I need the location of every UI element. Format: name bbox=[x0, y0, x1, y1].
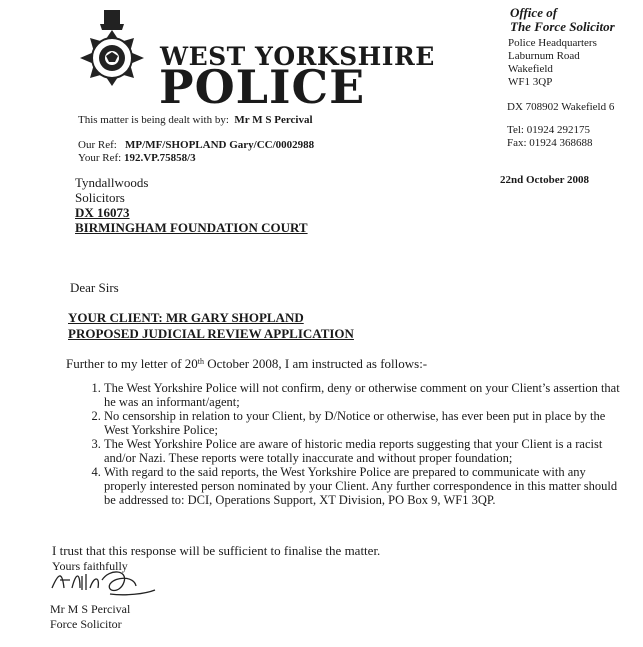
signer-title: Force Solicitor bbox=[50, 617, 122, 631]
office-title bbox=[510, 6, 615, 34]
list-item: 1. The West Yorkshire Police will not confirm, deny or otherwise comment on your Client’s assertion that he was an informant/agent; bbox=[104, 381, 624, 409]
letter-date: 22nd October 2008 bbox=[500, 174, 590, 186]
our-ref-value: MP/MF/SHOPLAND Gary/CC/0002988 bbox=[125, 139, 315, 151]
address-line: WF1 3QP bbox=[508, 76, 553, 88]
dealt-with-label: This matter is being dealt with by: bbox=[78, 114, 229, 126]
your-ref-label: Your Ref: bbox=[78, 152, 122, 164]
subject-heading bbox=[68, 310, 354, 342]
brand-line-1: WEST YORKSHIRE bbox=[160, 42, 435, 71]
recipient-line: Tyndallwoods bbox=[75, 175, 149, 190]
police-crest-logo bbox=[70, 8, 154, 118]
address-line: Wakefield bbox=[508, 63, 553, 75]
dealt-with-name: Mr M S Percival bbox=[234, 114, 313, 126]
intro-paragraph bbox=[66, 356, 427, 372]
recipient-dx: DX 16073 bbox=[75, 205, 130, 220]
intro-sup: th bbox=[197, 357, 205, 366]
closing-sentence: I trust that this response will be sufficient to finalise the matter. bbox=[52, 543, 381, 558]
valediction: Yours faithfully bbox=[52, 559, 128, 573]
office-title-1: Office of bbox=[510, 5, 558, 20]
office-contact bbox=[507, 124, 593, 150]
signer-block bbox=[50, 602, 130, 632]
list-item: 2. No censorship in relation to your Client, by D/Notice or otherwise, has ever been put in place by the West Yorkshire Police; bbox=[104, 409, 624, 437]
address-line: Laburnum Road bbox=[508, 50, 580, 62]
salutation: Dear Sirs bbox=[70, 280, 119, 295]
recipient-court: BIRMINGHAM FOUNDATION COURT bbox=[75, 220, 308, 235]
recipient-block bbox=[75, 175, 308, 235]
dealt-with-line bbox=[78, 114, 313, 126]
brand-line-2: POLICE bbox=[159, 60, 366, 114]
list-item: 4. With regard to the said reports, the West Yorkshire Police are prepared to communicate with any properly interested person nominated by your Client. Any further correspondence in this matter should be addressed to: DCI, Operations Support, XT Division, PO Box 9, WF1 3QP. bbox=[104, 465, 624, 507]
intro-before: Further to my letter of 20 bbox=[66, 356, 198, 371]
numbered-list bbox=[80, 381, 624, 507]
recipient-line: Solicitors bbox=[75, 190, 125, 205]
office-title-2: The Force Solicitor bbox=[510, 19, 615, 34]
office-dx: DX 708902 Wakefield 6 bbox=[507, 101, 615, 113]
list-item: 3. The West Yorkshire Police are aware of historic media reports suggesting that your Client is a racist and/or Nazi. These reports were totally inaccurate and without proper foundation; bbox=[104, 437, 624, 465]
address-line: Police Headquarters bbox=[508, 37, 597, 49]
our-ref-label: Our Ref: bbox=[78, 139, 117, 151]
references bbox=[78, 139, 314, 165]
intro-after: October 2008, I am instructed as follows:- bbox=[204, 356, 428, 371]
office-fax: Fax: 01924 368688 bbox=[507, 137, 593, 149]
subject-line-1: YOUR CLIENT: MR GARY SHOPLAND bbox=[68, 310, 304, 325]
your-ref-value: 192.VP.75858/3 bbox=[123, 152, 196, 164]
subject-line-2: PROPOSED JUDICIAL REVIEW APPLICATION bbox=[68, 326, 354, 341]
handwritten-signature bbox=[50, 566, 160, 598]
signer-name: Mr M S Percival bbox=[50, 602, 131, 616]
office-tel: Tel: 01924 292175 bbox=[507, 124, 590, 136]
office-address bbox=[508, 37, 597, 89]
